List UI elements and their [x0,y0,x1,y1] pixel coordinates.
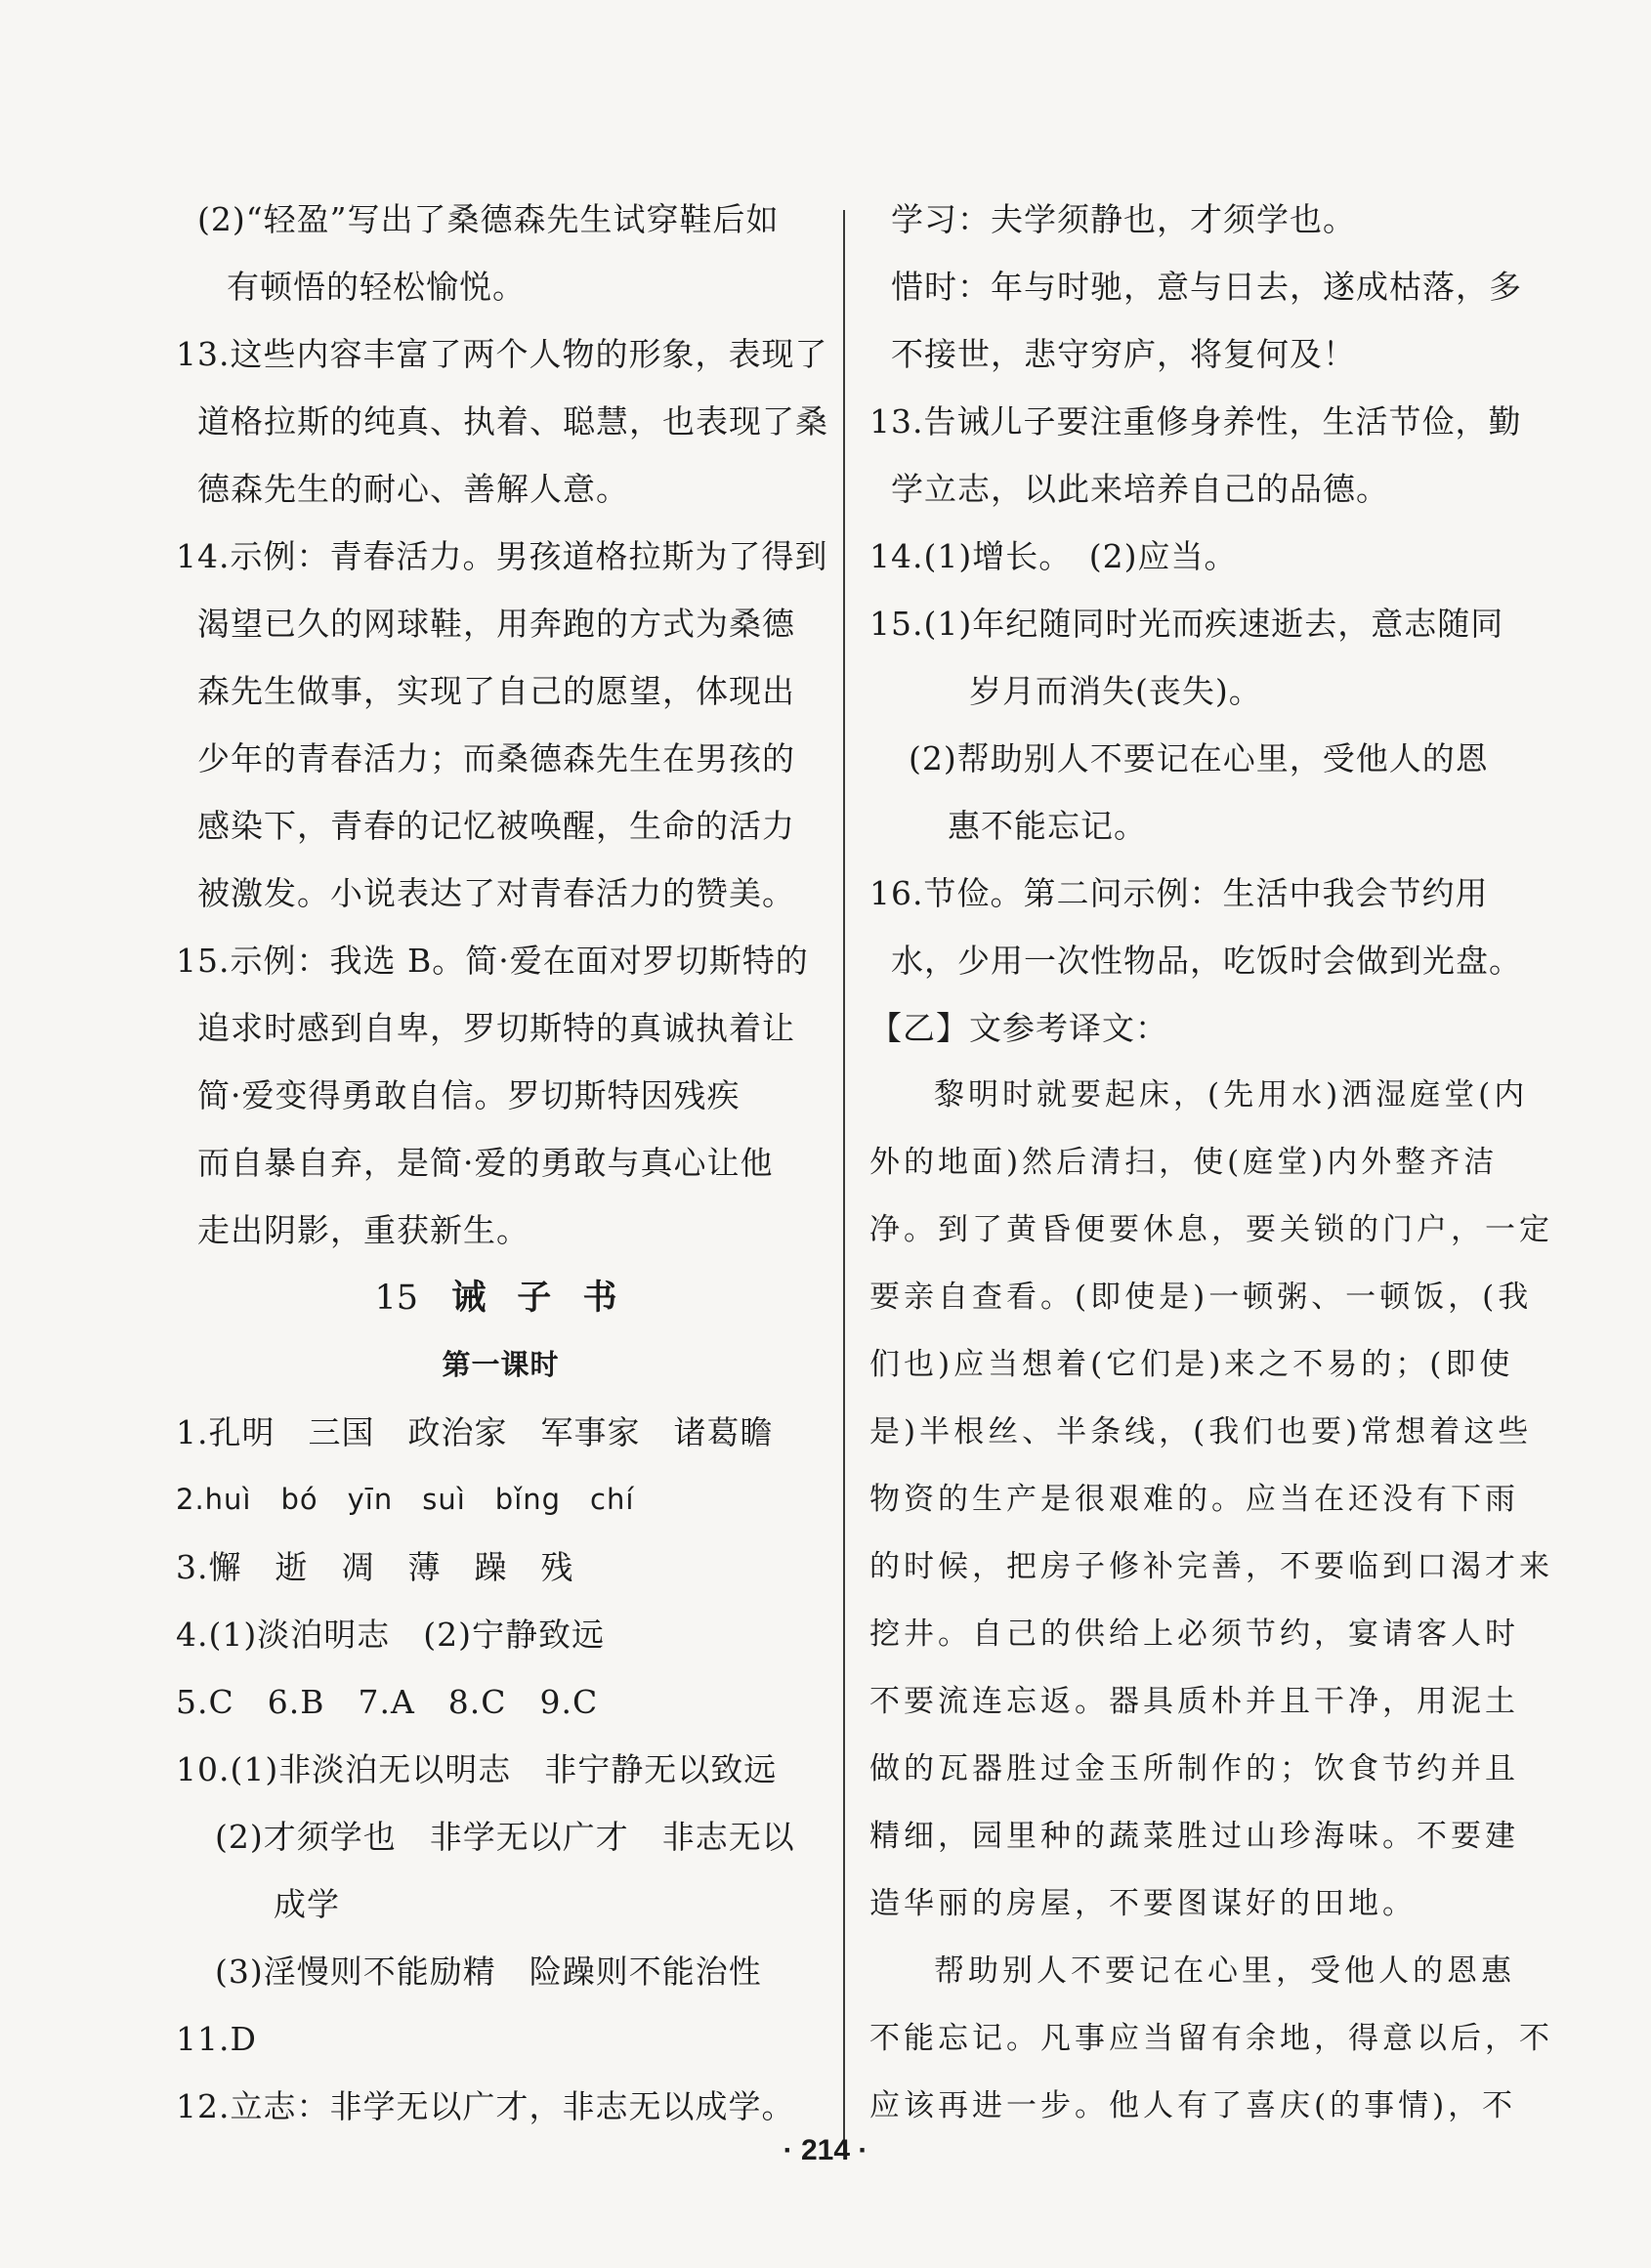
translation-line: 精细，园里种的蔬菜胜过山珍海味。不要建 [869,1819,1519,1854]
answer-line: 而自暴自弃，是简·爱的勇敢与真心让他 [197,1144,774,1182]
left-column [176,186,826,2140]
answer-line: 水，少用一次性物品，吃饭时会做到光盘。 [891,942,1522,980]
column-divider [843,210,845,2154]
answer-line: 有顿悟的轻松愉悦。 [227,268,526,306]
answer-line: 被激发。小说表达了对青春活力的赞美。 [197,874,795,912]
translation-line: 要亲自查看。(即使是)一顿粥、一顿饭，(我 [869,1280,1533,1315]
translation-line: 不能忘记。凡事应当留有余地，得意以后，不 [869,2021,1553,2056]
answer-line: 渴望已久的网球鞋，用奔跑的方式为桑德 [197,605,795,643]
answer-line: 不接世，悲守穷庐，将复何及！ [891,335,1356,373]
translation-line: 帮助别人不要记在心里，受他人的恩惠 [934,1953,1515,1989]
translation-line: 不要流连忘返。器具质朴并且干净，用泥土 [869,1684,1519,1719]
answer-line: 15.(1)年纪随同时光而疾速逝去，意志随同 [869,605,1504,643]
answer-line: 学习：夫学须静也，才须学也。 [891,200,1356,238]
answer-line: 11.D [176,2020,257,2058]
answer-line: (2)帮助别人不要记在心里，受他人的恩 [909,739,1489,777]
answer-line: 13.告诫儿子要注重修身养性，生活节俭，勤 [869,402,1522,441]
answer-line: 感染下，青春的记忆被唤醒，生命的活力 [197,807,795,845]
translation-line: 黎明时就要起床，(先用水)洒湿庭堂(内 [934,1077,1529,1113]
translation-line: 的时候，把房子修补完善，不要临到口渴才来 [869,1549,1553,1584]
answer-line: 惜时：年与时驰，意与日去，遂成枯落，多 [891,268,1522,306]
translation-line: 做的瓦器胜过金玉所制作的；饮食节约并且 [869,1751,1519,1786]
translation-line: 挖井。自己的供给上必须节约，宴请客人时 [869,1617,1519,1652]
answer-line: 14.示例：青春活力。男孩道格拉斯为了得到 [176,537,828,575]
answer-line: 简·爱变得勇敢自信。罗切斯特因残疾 [197,1076,741,1114]
answer-line: 德森先生的耐心、善解人意。 [197,470,629,508]
answer-line: 成学 [274,1885,340,1923]
translation-line: 外的地面)然后清扫，使(庭堂)内外整齐洁 [869,1145,1499,1180]
translation-line: 是)半根丝、半条线，(我们也要)常想着这些 [869,1414,1533,1449]
translation-line: 造华丽的房屋，不要图谋好的田地。 [869,1886,1417,1921]
answer-line: 5.C 6.B 7.A 8.C 9.C [176,1683,599,1721]
answer-line: 追求时感到自卑，罗切斯特的真诚执着让 [197,1009,795,1047]
answer-line: 森先生做事，实现了自己的愿望，体现出 [197,672,795,710]
section-heading: 【乙】文参考译文： [869,1009,1168,1047]
answer-line: 1.孔明 三国 政治家 军事家 诸葛瞻 [176,1413,774,1451]
answer-line: 3.懈 逝 凋 薄 躁 残 [176,1548,574,1586]
translation-line: 净。到了黄昏便要休息，要关锁的门户，一定 [869,1212,1553,1247]
answer-line: 学立志，以此来培养自己的品德。 [891,470,1389,508]
answer-line: 15.示例：我选 B。简·爱在面对罗切斯特的 [176,942,809,980]
answer-line: 10.(1)非淡泊无以明志 非宁静无以致远 [176,1750,778,1788]
answer-line: 16.节俭。第二问示例：生活中我会节约用 [869,874,1489,912]
translation-line: 们也)应当想着(它们是)来之不易的；(即使 [869,1347,1514,1382]
answer-line: 2.huì bó yīn suì bǐng chí [176,1483,635,1516]
answer-line: 12.立志：非学无以广才，非志无以成学。 [176,2087,795,2125]
answer-line: (2)“轻盈”写出了桑德森先生试穿鞋后如 [197,200,780,238]
answer-line: 少年的青春活力；而桑德森先生在男孩的 [197,739,795,777]
lesson-heading [176,1264,826,1331]
answer-line: 走出阴影，重获新生。 [197,1211,529,1249]
answer-line: 惠不能忘记。 [948,807,1147,845]
answer-line: 14.(1)增长。 (2)应当。 [869,537,1238,575]
lesson-number: 15 [374,1279,419,1318]
lesson-title: 诫 子 书 [451,1278,627,1318]
translation-line: 物资的生产是很艰难的。应当在还没有下雨 [869,1482,1519,1517]
answer-line: (2)才须学也 非学无以广才 非志无以 [215,1818,795,1856]
answer-line: 13.这些内容丰富了两个人物的形象，表现了 [176,335,828,373]
translation-line: 应该再进一步。他人有了喜庆(的事情)，不 [869,2088,1517,2123]
answer-line: 岁月而消失(丧失)。 [969,672,1262,710]
answer-line: 道格拉斯的纯真、执着、聪慧，也表现了桑 [197,402,828,441]
answer-line: 4.(1)淡泊明志 (2)宁静致远 [176,1616,605,1654]
lesson-subtitle: 第一课时 [442,1348,560,1381]
answer-line: (3)淫慢则不能励精 险躁则不能治性 [215,1953,762,1991]
page-number: · 214 · [783,2134,868,2166]
right-column [869,186,1553,2140]
